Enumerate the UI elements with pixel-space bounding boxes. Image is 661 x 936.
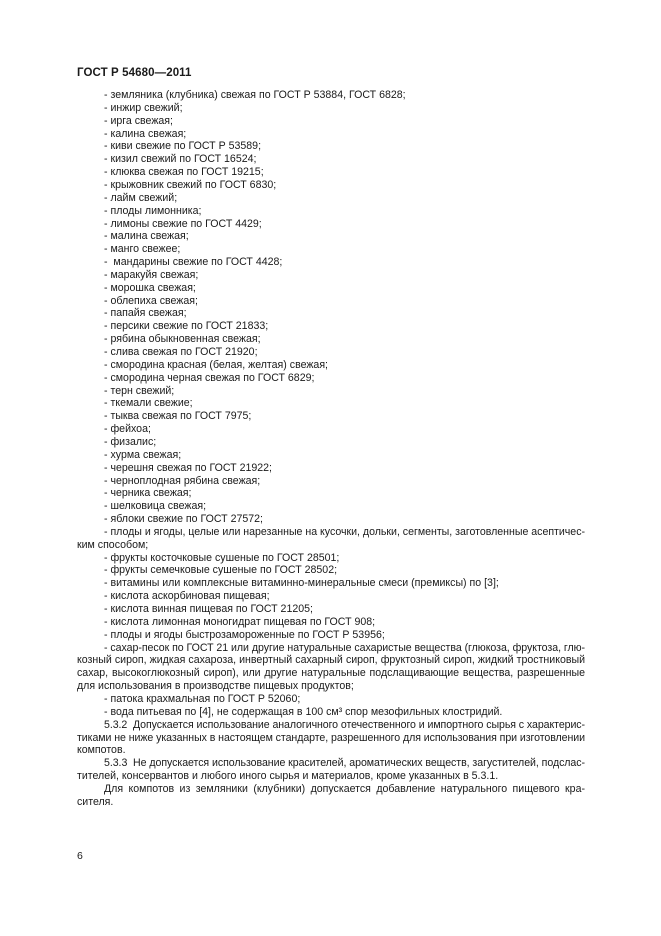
text-line: - плоды и ягоды, целые или нарезанные на кусочки, дольки, сегменты, заготовленные асептичес- xyxy=(104,525,585,538)
text-line: - витамины или комплексные витаминно-минеральные смеси (премиксы) по [3]; xyxy=(104,577,499,590)
text-line: тителей, консервантов и любого иного сырья и материалов, кроме указанных в 5.3.1. xyxy=(77,770,499,783)
text-line: - ткемали свежие; xyxy=(104,397,193,410)
text-line: - плоды лимонника; xyxy=(104,204,202,217)
text-line: - лимоны свежие по ГОСТ 4429; xyxy=(104,217,262,230)
text-line: - хурма свежая; xyxy=(104,448,182,461)
text-line: - яблоки свежие по ГОСТ 27572; xyxy=(104,513,263,526)
text-line: сахар, высокоглюкозный сироп), или другие натуральные подслащивающие вещества, разрешенные xyxy=(77,667,585,680)
text-line: - маракуйя свежая; xyxy=(104,268,199,281)
text-line: - тыква свежая по ГОСТ 7975; xyxy=(104,410,252,423)
text-line: - ирга свежая; xyxy=(104,114,173,127)
text-line: - киви свежие по ГОСТ Р 53589; xyxy=(104,140,262,153)
text-line: Для компотов из земляники (клубники) допускается добавление натурального пищевого кра- xyxy=(104,782,585,795)
text-line: козный сироп, жидкая сахароза, инвертный сахарный сироп, фруктозный сироп, жидкий тростниковый xyxy=(77,654,585,667)
text-line: - черешня свежая по ГОСТ 21922; xyxy=(104,461,272,474)
text-line: - калина свежая; xyxy=(104,127,187,140)
text-line: - смородина черная свежая по ГОСТ 6829; xyxy=(104,371,315,384)
text-line: - земляника (клубника) свежая по ГОСТ Р 53884, ГОСТ 6828; xyxy=(104,89,406,101)
text-line: ким способом; xyxy=(77,538,149,551)
text-line: - клюква свежая по ГОСТ 19215; xyxy=(104,166,264,179)
text-line: - фрукты косточковые сушеные по ГОСТ 28501; xyxy=(104,551,340,564)
text-line: - кислота лимонная моногидрат пищевая по ГОСТ 908; xyxy=(104,615,376,628)
text-line: - кислота аскорбиновая пищевая; xyxy=(104,590,270,603)
text-line: - малина свежая; xyxy=(104,230,189,243)
text-line: - облепиха свежая; xyxy=(104,294,198,307)
text-line: 5.3.2 Допускается использование аналогичного отечественного и импортного сырья с характерис- xyxy=(104,718,585,731)
text-line: - фрукты семечковые сушеные по ГОСТ 28502; xyxy=(104,564,338,577)
text-line: - рябина обыкновенная свежая; xyxy=(104,333,261,346)
page-number: 6 xyxy=(77,850,83,862)
text-line: - папайя свежая; xyxy=(104,307,187,320)
text-line: - фейхоа; xyxy=(104,423,151,436)
text-line: - персики свежие по ГОСТ 21833; xyxy=(104,320,269,333)
text-line: - морошка свежая; xyxy=(104,281,196,294)
text-line: - мандарины свежие по ГОСТ 4428; xyxy=(104,256,283,269)
text-line: - кислота винная пищевая по ГОСТ 21205; xyxy=(104,603,313,615)
text-line: - смородина красная (белая, желтая) свежая; xyxy=(104,358,329,371)
text-line: - вода питьевая по [4], не содержащая в 100 см³ спор мезофильных клостридий. xyxy=(104,705,503,718)
text-line: - кизил свежий по ГОСТ 16524; xyxy=(104,153,257,166)
text-line: - черноплодная рябина свежая; xyxy=(104,474,261,487)
text-line: - сахар-песок по ГОСТ 21 или другие натуральные сахаристые вещества (глюкоза, фруктоза, глю- xyxy=(104,641,585,654)
text-line: - черника свежая; xyxy=(104,487,192,500)
text-line: тиками не ниже указанных в настоящем стандарте, разрешенного для использования при изготовлении xyxy=(77,731,585,744)
text-line: - терн свежий; xyxy=(104,384,175,397)
text-line: - шелковица свежая; xyxy=(104,500,207,513)
text-line: - плоды и ягоды быстрозамороженные по ГОСТ Р 53956; xyxy=(104,628,385,641)
text-line: 5.3.3 Не допускается использование красителей, ароматических веществ, загустителей, подслас- xyxy=(104,757,585,770)
text-line: сителя. xyxy=(77,795,114,808)
text-line: - физалис; xyxy=(104,435,157,448)
text-line: для использования в производстве пищевых продуктов; xyxy=(77,680,354,693)
text-line: - крыжовник свежий по ГОСТ 6830; xyxy=(104,178,277,191)
text-line: - инжир свежий; xyxy=(104,101,183,114)
text-line: компотов. xyxy=(77,744,126,757)
text-line: - патока крахмальная по ГОСТ Р 52060; xyxy=(104,692,301,705)
text-line: - слива свежая по ГОСТ 21920; xyxy=(104,346,258,358)
text-line: - манго свежее; xyxy=(104,243,181,256)
document-header: ГОСТ Р 54680—2011 xyxy=(77,67,192,79)
text-line: - лайм свежий; xyxy=(104,191,178,204)
